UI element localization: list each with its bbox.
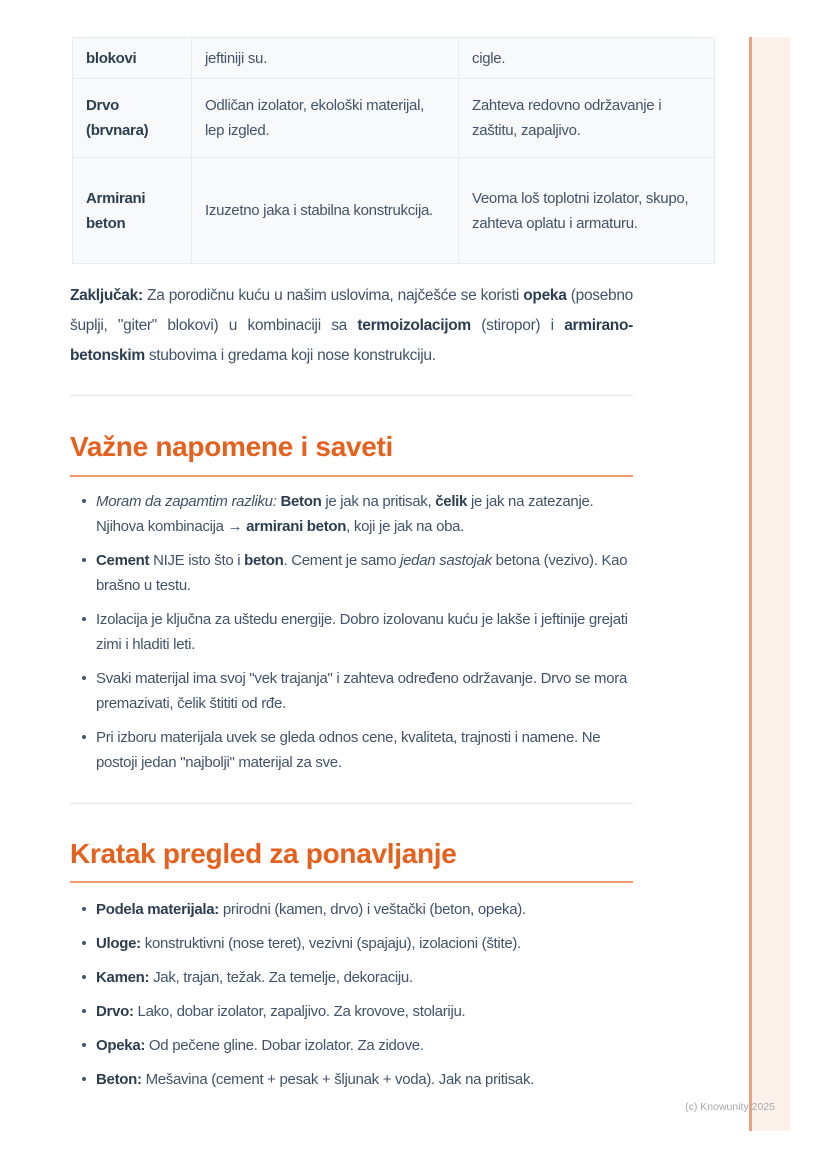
section-divider <box>70 395 633 396</box>
list-item: Izolacija je ključna za uštedu energije. Dobro izolovanu kuću je lakše i jeftinije grejati zimi i hladiti leti. <box>70 607 633 657</box>
list-item: Uloge: konstruktivni (nose teret), vezivni (spajaju), izolacioni (štite). <box>70 931 633 956</box>
title-underline <box>70 475 633 477</box>
page-edge-stripe <box>749 37 790 1131</box>
disadvantages-cell: Zahteva redovno održavanje i zaštitu, zapaljivo. <box>459 79 715 158</box>
advantages-cell: jeftiniji su. <box>192 38 459 79</box>
advantages-cell: Odličan izolator, ekološki materijal, lep izgled. <box>192 79 459 158</box>
section-title-review: Kratak pregled za ponavljanje <box>70 838 457 869</box>
list-item: Beton: Mešavina (cement + pesak + šljunak + voda). Jak na pritisak. <box>70 1067 633 1092</box>
table-row <box>73 38 715 79</box>
material-name-cell: blokovi <box>73 38 192 79</box>
materials-table <box>72 37 715 264</box>
table-row <box>73 79 715 158</box>
list-item: Opeka: Od pečene gline. Dobar izolator. Za zidove. <box>70 1033 633 1058</box>
title-underline <box>70 881 633 883</box>
footer-copyright: (c) Knowunity 2025 <box>685 1101 775 1113</box>
list-item: Drvo: Lako, dobar izolator, zapaljivo. Za krovove, stolariju. <box>70 999 633 1024</box>
list-item: Cement NIJE isto što i beton. Cement je samo jedan sastojak betona (vezivo). Kao brašno u testu. <box>70 548 633 598</box>
list-item: Pri izboru materijala uvek se gleda odnos cene, kvaliteta, trajnosti i namene. Ne postoji jedan "najbolji" materijal za sve. <box>70 725 633 775</box>
disadvantages-cell: Veoma loš toplotni izolator, skupo, zahteva oplatu i armaturu. <box>459 158 715 264</box>
list-item: Kamen: Jak, trajan, težak. Za temelje, dekoraciju. <box>70 965 633 990</box>
advantages-cell: Izuzetno jaka i stabilna konstrukcija. <box>192 158 459 264</box>
notes-list <box>70 489 633 784</box>
list-item: Svaki materijal ima svoj "vek trajanja" i zahteva određeno održavanje. Drvo se mora premazivati, čelik štititi od rđe. <box>70 666 633 716</box>
review-list <box>70 897 633 1101</box>
material-name-cell: Armirani beton <box>73 158 192 264</box>
section-title-notes: Važne napomene i saveti <box>70 431 394 462</box>
table-row <box>73 158 715 264</box>
conclusion-paragraph: Zaključak: Za porodičnu kuću u našim uslovima, najčešće se koristi opeka (posebno šuplji, "giter" blokovi) u kombinaciji sa termoizolacijom (stiropor) i armirano-betonskim stubovima i gredama koji nose konstrukciju. <box>70 287 634 364</box>
section-divider <box>70 803 633 804</box>
list-item: Podela materijala: prirodni (kamen, drvo) i veštački (beton, opeka). <box>70 897 633 922</box>
disadvantages-cell: cigle. <box>459 38 715 79</box>
material-name-cell: Drvo (brvnara) <box>73 79 192 158</box>
list-item: Moram da zapamtim razliku: Beton je jak na pritisak, čelik je jak na zatezanje. Njihova kombinacija → armirani beton, koji je jak na oba. <box>70 489 633 539</box>
